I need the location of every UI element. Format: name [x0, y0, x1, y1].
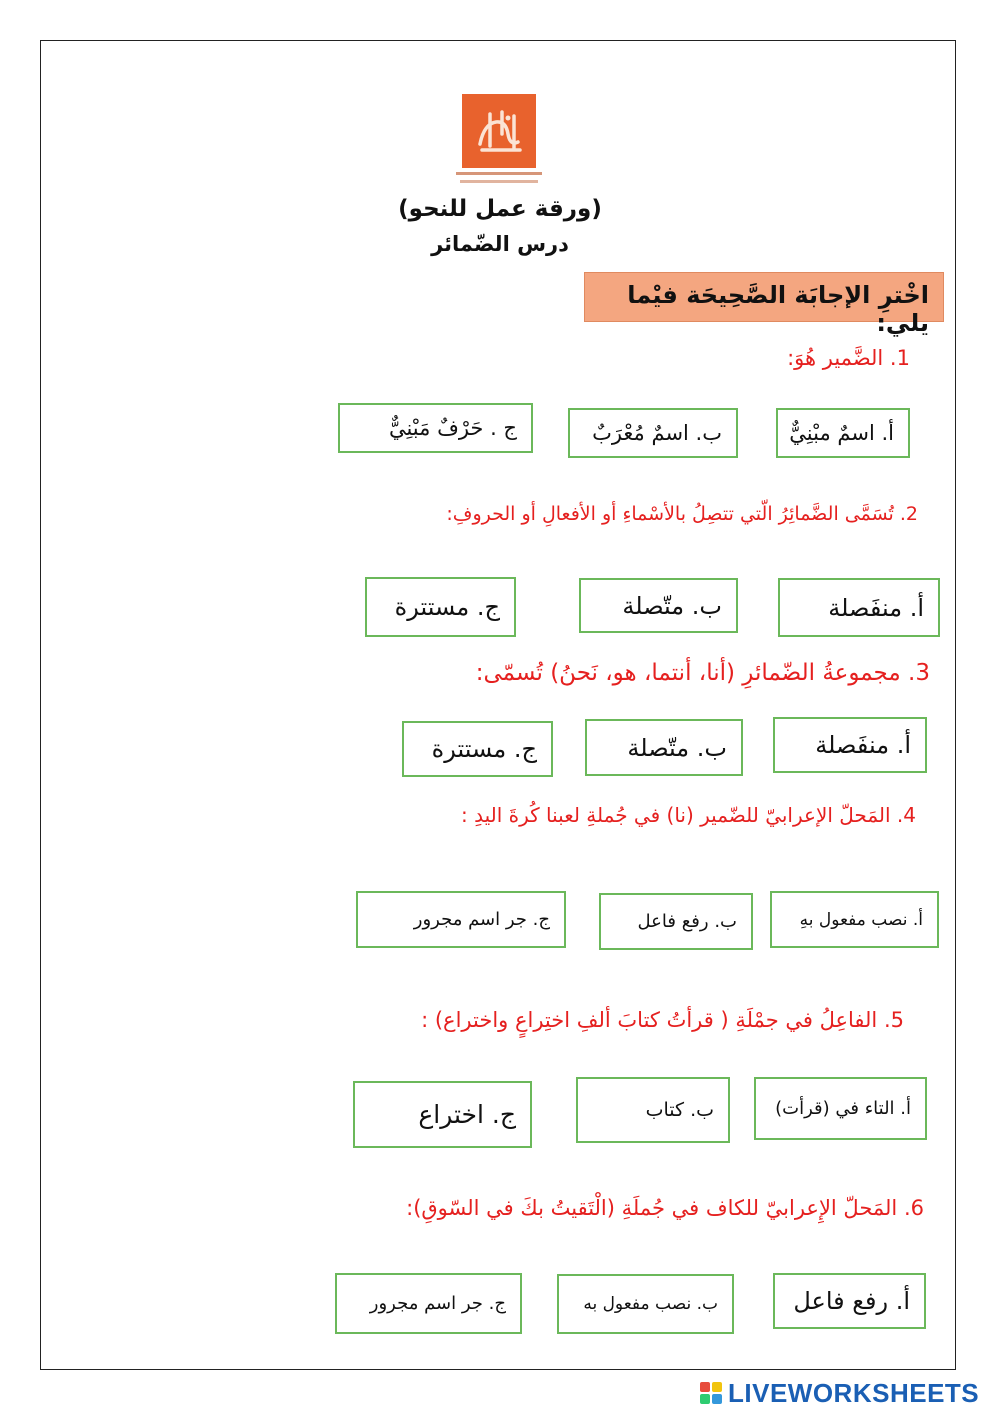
q3-option-a[interactable]: أ. منفَصلة — [773, 717, 927, 773]
q1-option-c[interactable]: ج . حَرْفٌ مَبْنِيٌّ — [338, 403, 533, 453]
question-2: 2. تُسَمَّى الضَّمائِرُ الّتي تتصِلُ بالأسْماءِ أو الأفعالِ أو الحروفِ: — [446, 503, 918, 525]
q6-option-c[interactable]: ج. جر اسم مجرور — [335, 1273, 522, 1334]
q5-option-a[interactable]: أ. التاء في (قرأت) — [754, 1077, 927, 1140]
watermark-text: LIVEWORKSHEETS — [728, 1377, 980, 1408]
question-3: 3. مجموعةُ الضّمائرِ (أنا، أنتما، هو، نَحنُ) تُسمّى: — [475, 660, 930, 686]
liveworksheets-logo-icon — [700, 1382, 722, 1404]
q3-option-b[interactable]: ب. متّصلة — [585, 719, 743, 776]
q2-option-a[interactable]: أ. منفَصلة — [778, 578, 940, 637]
question-4: 4. المَحلّ الإعرابيّ للضّمير (نا) في جُملةِ لعبنا كُرةَ اليدِ : — [461, 803, 916, 827]
worksheet-title: (ورقة عمل للنحو) — [398, 196, 602, 222]
lesson-title: درس الضّمائر — [431, 232, 569, 256]
q1-option-a[interactable]: أ. اسمٌ مبْنِيٌّ — [776, 408, 910, 458]
question-1: 1. الضَّمير هُوَ: — [787, 346, 910, 370]
question-5: 5. الفاعِلُ في جمْلَةِ ( قرأتُ كتابَ ألفِ اختِراعٍ واختراع) : — [421, 1008, 904, 1032]
q4-option-c[interactable]: ج. جر اسم مجرور — [356, 891, 566, 948]
question-6: 6. المَحلّ الإِعرابيّ للكاف في جُملَةِ (الْتَقيتُ بكَ في السّوقِ): — [406, 1196, 924, 1220]
q4-option-a[interactable]: أ. نصب مفعول بهِ — [770, 891, 939, 948]
q6-option-b[interactable]: ب. نصب مفعول به — [557, 1274, 734, 1334]
logo-calligraphy-icon — [462, 94, 536, 168]
q4-option-b[interactable]: ب. رفع فاعل — [599, 893, 753, 950]
school-logo — [462, 94, 536, 168]
q5-option-c[interactable]: ج. اختراع — [353, 1081, 532, 1148]
q5-option-b[interactable]: ب. كتاب — [576, 1077, 730, 1143]
logo-caption — [450, 170, 548, 188]
liveworksheets-watermark[interactable] — [700, 1378, 979, 1408]
q2-option-c[interactable]: ج. مستترة — [365, 577, 516, 637]
q3-option-c[interactable]: ج. مستترة — [402, 721, 553, 777]
q1-option-b[interactable]: ب. اسمٌ مُعْرَبٌ — [568, 408, 738, 458]
q2-option-b[interactable]: ب. متّصلة — [579, 578, 738, 633]
instruction-banner: اخْترِ الإجابَة الصَّحِيحَة فيْما يلي: — [584, 272, 944, 322]
q6-option-a[interactable]: أ. رفع فاعل — [773, 1273, 926, 1329]
